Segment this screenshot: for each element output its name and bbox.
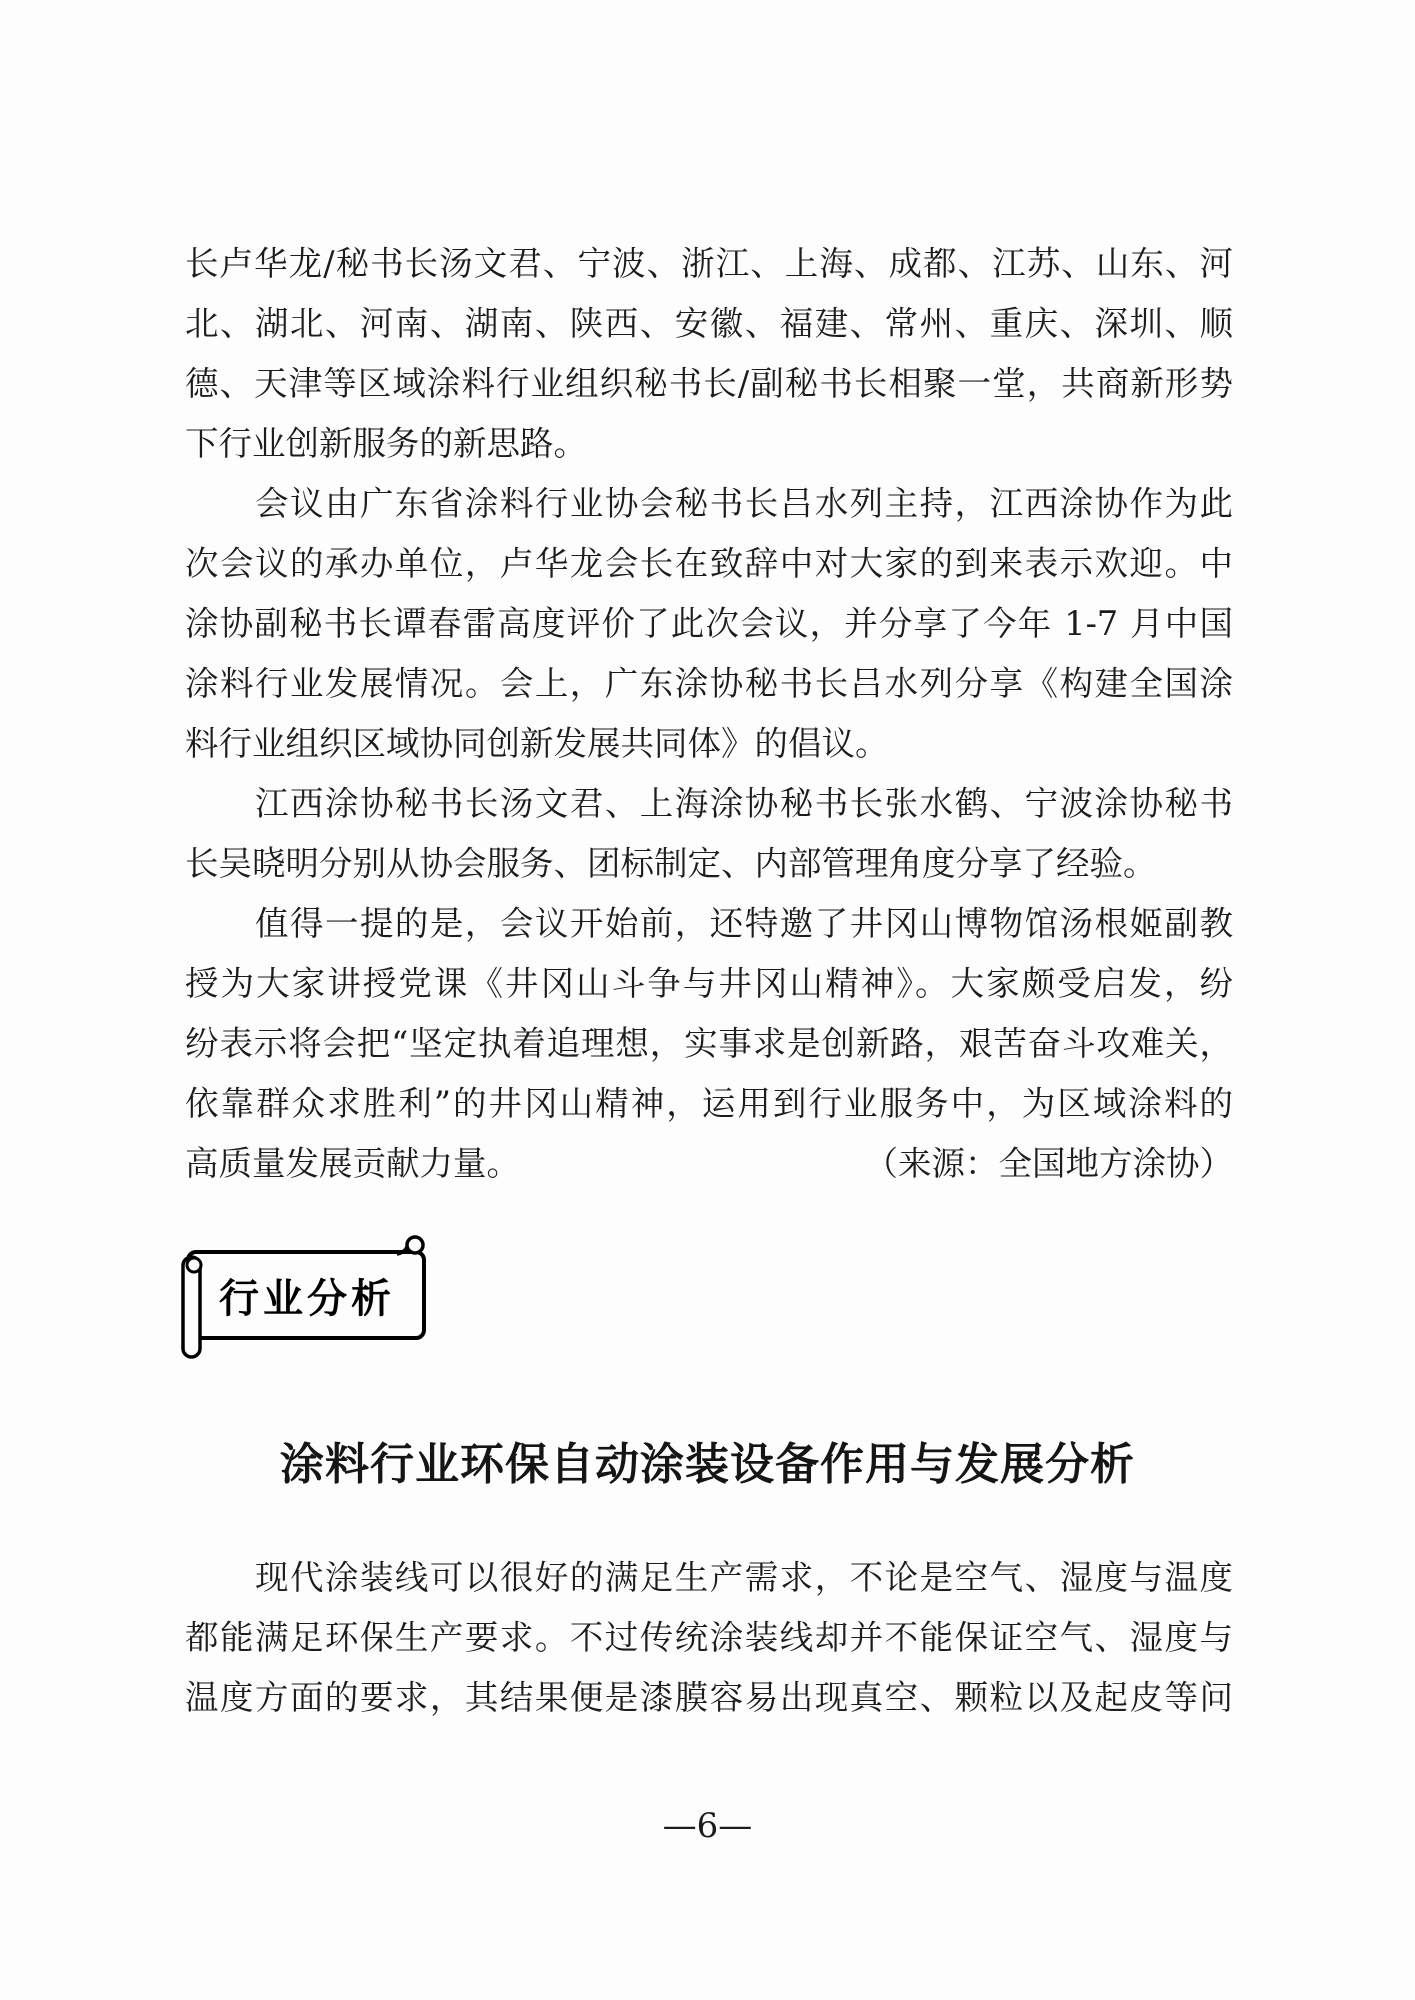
body-text-block-1 — [185, 234, 1233, 1194]
source-attribution: （来源：全国地方涂协） — [864, 1144, 1233, 1183]
body-line: 都能满足环保生产要求。不过传统涂装线却并不能保证空气、湿度与 — [185, 1618, 1233, 1657]
article-title: 涂料行业环保自动涂装设备作用与发展分析 — [280, 1439, 1135, 1490]
body-line: 江西涂协秘书长汤文君、上海涂协秘书长张水鹤、宁波涂协秘书 — [255, 784, 1233, 823]
body-line-with-source — [185, 1134, 1233, 1194]
body-text-block-2 — [185, 1548, 1233, 1728]
body-line: 授为大家讲授党课《井冈山斗争与井冈山精神》。大家颇受启发，纷 — [185, 964, 1233, 1003]
body-line: 温度方面的要求，其结果便是漆膜容易出现真空、颗粒以及起皮等问 — [185, 1678, 1233, 1717]
body-line: 下行业创新服务的新思路。 — [185, 424, 587, 463]
body-line: 料行业组织区域协同创新发展共同体》的倡议。 — [185, 724, 889, 763]
body-line: 纷表示将会把“坚定执着追理想，实事求是创新路，艰苦奋斗攻难关， — [185, 1024, 1233, 1063]
body-line: 北、湖北、河南、湖南、陕西、安徽、福建、常州、重庆、深圳、顺 — [185, 304, 1233, 343]
body-line: 长卢华龙/秘书长汤文君、宁波、浙江、上海、成都、江苏、山东、河 — [185, 244, 1233, 283]
body-line: 涂料行业发展情况。会上，广东涂协秘书长吕水列分享《构建全国涂 — [185, 664, 1233, 703]
paragraph-end-text: 高质量发展贡献力量。 — [185, 1144, 520, 1183]
body-line: 次会议的承办单位，卢华龙会长在致辞中对大家的到来表示欢迎。中 — [185, 544, 1233, 583]
body-line: 涂协副秘书长谭春雷高度评价了此次会议，并分享了今年 1-7 月中国 — [185, 604, 1233, 643]
body-line: 依靠群众求胜利”的井冈山精神，运用到行业服务中，为区域涂料的 — [185, 1084, 1233, 1123]
body-line: 德、天津等区域涂料行业组织秘书长/副秘书长相聚一堂，共商新形势 — [185, 364, 1233, 403]
body-line: 会议由广东省涂料行业协会秘书长吕水列主持，江西涂协作为此 — [255, 484, 1233, 523]
body-line: 现代涂装线可以很好的满足生产需求，不论是空气、湿度与温度 — [255, 1558, 1233, 1597]
body-line: 值得一提的是，会议开始前，还特邀了井冈山博物馆汤根姬副教 — [255, 904, 1233, 943]
section-banner-label: 行业分析 — [219, 1275, 395, 1322]
body-line: 长吴晓明分别从协会服务、团标制定、内部管理角度分享了经验。 — [185, 844, 1157, 883]
page-number: —6— — [662, 1806, 753, 1846]
